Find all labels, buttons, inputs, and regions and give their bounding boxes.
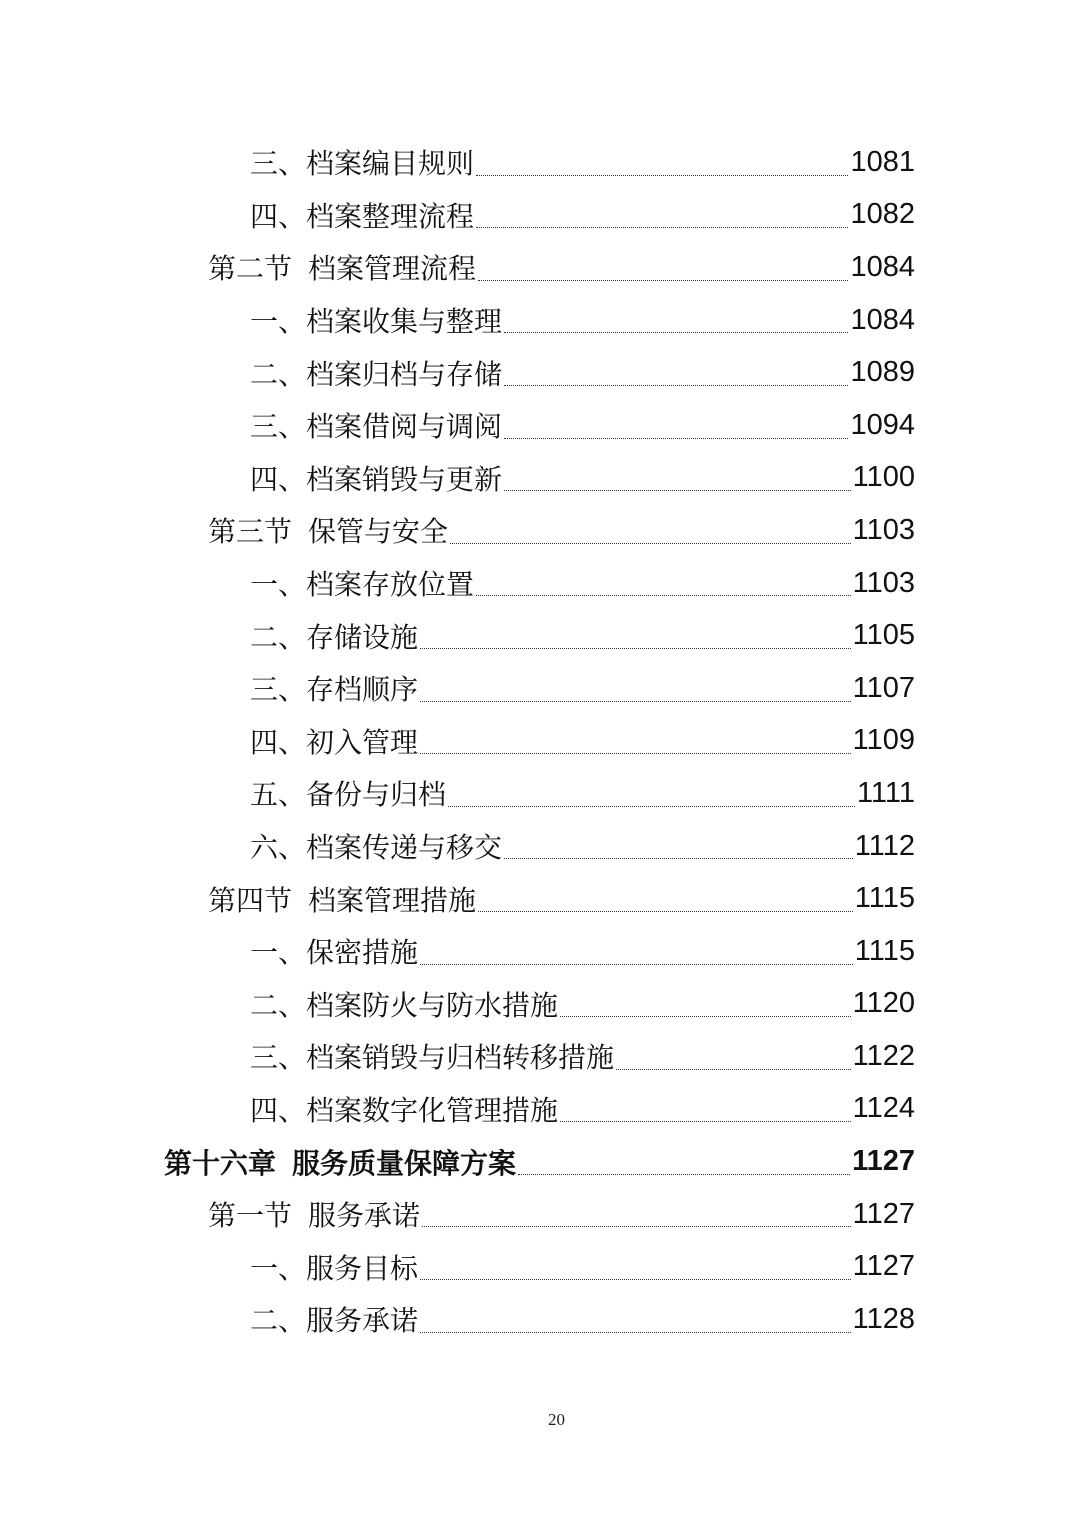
toc-page-number: 1122 — [852, 1039, 915, 1072]
toc-dot-leader — [422, 1226, 851, 1227]
toc-item-row[interactable] — [0, 399, 1080, 452]
table-of-contents — [0, 136, 1080, 1346]
toc-entry-label — [208, 1194, 420, 1234]
toc-entry-prefix: 三、 — [250, 673, 307, 707]
toc-page-number: 1127 — [852, 1250, 915, 1283]
toc-entry-title: 存储设施 — [306, 620, 419, 654]
toc-entry-title: 档案管理措施 — [308, 883, 477, 917]
toc-entry-title: 档案整理流程 — [306, 199, 475, 233]
toc-section-row[interactable] — [0, 872, 1080, 925]
toc-dot-leader — [560, 1121, 851, 1122]
toc-page-number: 1120 — [852, 987, 915, 1020]
toc-page-number: 1082 — [850, 198, 915, 231]
toc-page-number: 1100 — [852, 461, 915, 494]
toc-entry-prefix: 四、 — [250, 462, 307, 496]
toc-dot-leader — [616, 1069, 851, 1070]
toc-entry-prefix: 三、 — [250, 147, 307, 181]
toc-entry-prefix: 第一节 — [208, 1199, 293, 1233]
toc-dot-leader — [504, 490, 851, 491]
toc-page-number: 1107 — [852, 671, 915, 704]
toc-section-row[interactable] — [0, 241, 1080, 294]
toc-item-row[interactable] — [0, 1083, 1080, 1136]
toc-entry-label — [250, 563, 474, 603]
toc-item-row[interactable] — [0, 820, 1080, 873]
toc-item-row[interactable] — [0, 1030, 1080, 1083]
toc-entry-label — [208, 510, 448, 550]
toc-dot-leader — [420, 753, 851, 754]
toc-entry-title: 档案编目规则 — [306, 147, 475, 181]
toc-entry-label — [250, 142, 474, 182]
toc-entry-prefix: 三、 — [250, 1041, 307, 1075]
toc-entry-label — [250, 195, 474, 235]
toc-entry-label — [208, 879, 476, 919]
toc-dot-leader — [504, 385, 848, 386]
toc-dot-leader — [450, 543, 851, 544]
toc-dot-leader — [448, 806, 855, 807]
toc-entry-label — [250, 931, 418, 971]
toc-page-number: 1128 — [852, 1302, 915, 1335]
toc-entry-prefix: 第十六章 — [164, 1146, 277, 1180]
toc-dot-leader — [504, 858, 853, 859]
toc-entry-prefix: 三、 — [250, 410, 307, 444]
toc-entry-title: 服务目标 — [306, 1251, 419, 1285]
toc-item-row[interactable] — [0, 767, 1080, 820]
toc-page-number: 1111 — [856, 776, 915, 809]
toc-dot-leader — [476, 595, 851, 596]
toc-entry-title: 服务承诺 — [306, 1304, 419, 1338]
toc-item-row[interactable] — [0, 294, 1080, 347]
toc-item-row[interactable] — [0, 452, 1080, 505]
toc-item-row[interactable] — [0, 189, 1080, 242]
toc-entry-title: 档案借阅与调阅 — [306, 410, 503, 444]
toc-page-number: 1115 — [854, 934, 915, 967]
toc-entry-label — [250, 405, 502, 445]
toc-entry-prefix: 一、 — [250, 568, 307, 602]
toc-section-row[interactable] — [0, 504, 1080, 557]
toc-entry-prefix: 五、 — [250, 778, 307, 812]
toc-entry-title: 备份与归档 — [306, 778, 447, 812]
toc-item-row[interactable] — [0, 662, 1080, 715]
toc-entry-label — [250, 1299, 418, 1339]
toc-entry-title: 服务质量保障方案 — [292, 1146, 517, 1180]
toc-page-number: 1103 — [852, 566, 915, 599]
toc-entry-title: 档案存放位置 — [306, 568, 475, 602]
toc-entry-label — [250, 616, 418, 656]
toc-item-row[interactable] — [0, 609, 1080, 662]
toc-entry-label — [250, 353, 502, 393]
toc-entry-label — [250, 1036, 614, 1076]
toc-entry-title: 保密措施 — [306, 936, 419, 970]
toc-entry-prefix: 四、 — [250, 725, 307, 759]
toc-page-number: 1084 — [850, 303, 915, 336]
toc-page-number: 1112 — [854, 829, 915, 862]
toc-page-number: 1105 — [852, 619, 915, 652]
toc-dot-leader — [476, 227, 848, 228]
toc-page-number: 1081 — [850, 145, 915, 178]
toc-entry-label — [250, 984, 558, 1024]
toc-entry-label — [250, 668, 418, 708]
toc-entry-prefix: 四、 — [250, 1093, 307, 1127]
toc-entry-title: 档案传递与移交 — [306, 831, 503, 865]
toc-entry-title: 档案归档与存储 — [306, 357, 503, 391]
toc-entry-prefix: 二、 — [250, 988, 307, 1022]
toc-entry-prefix: 一、 — [250, 1251, 307, 1285]
toc-dot-leader — [476, 175, 848, 176]
toc-page-number: 1103 — [852, 513, 915, 546]
toc-chapter-row[interactable] — [0, 1135, 1080, 1188]
toc-item-row[interactable] — [0, 715, 1080, 768]
toc-entry-label — [164, 1142, 516, 1182]
toc-page-number: 1127 — [852, 1197, 915, 1230]
toc-dot-leader — [504, 332, 848, 333]
toc-entry-prefix: 第四节 — [208, 883, 293, 917]
toc-entry-title: 档案防火与防水措施 — [306, 988, 559, 1022]
toc-entry-prefix: 第三节 — [208, 515, 293, 549]
toc-entry-title: 服务承诺 — [308, 1199, 421, 1233]
toc-dot-leader — [420, 964, 853, 965]
toc-item-row[interactable] — [0, 136, 1080, 189]
toc-page-number: 1127 — [852, 1145, 915, 1178]
toc-dot-leader — [478, 911, 853, 912]
toc-entry-title: 档案销毁与归档转移措施 — [306, 1041, 615, 1075]
toc-dot-leader — [420, 701, 851, 702]
toc-entry-label — [208, 247, 476, 287]
toc-entry-prefix: 二、 — [250, 620, 307, 654]
toc-dot-leader — [420, 1332, 851, 1333]
toc-dot-leader — [504, 438, 848, 439]
toc-item-row[interactable] — [0, 346, 1080, 399]
toc-item-row[interactable] — [0, 978, 1080, 1031]
toc-entry-label — [250, 458, 502, 498]
page-number: 20 — [548, 1410, 565, 1429]
toc-entry-title: 初入管理 — [306, 725, 419, 759]
toc-item-row[interactable] — [0, 557, 1080, 610]
toc-dot-leader — [478, 280, 848, 281]
toc-entry-label — [250, 826, 502, 866]
toc-page-number: 1124 — [852, 1092, 915, 1125]
toc-page-number: 1084 — [850, 250, 915, 283]
toc-entry-title: 档案数字化管理措施 — [306, 1093, 559, 1127]
toc-dot-leader — [560, 1016, 851, 1017]
toc-item-row[interactable] — [0, 925, 1080, 978]
toc-entry-prefix: 四、 — [250, 199, 307, 233]
toc-section-row[interactable] — [0, 1188, 1080, 1241]
toc-entry-prefix: 六、 — [250, 831, 307, 865]
toc-entry-label — [250, 1247, 418, 1287]
toc-entry-label — [250, 773, 446, 813]
toc-entry-title: 档案收集与整理 — [306, 305, 503, 339]
toc-entry-title: 保管与安全 — [308, 515, 449, 549]
toc-page-number: 1115 — [854, 882, 915, 915]
toc-entry-prefix: 二、 — [250, 1304, 307, 1338]
toc-entry-prefix: 二、 — [250, 357, 307, 391]
toc-entry-label — [250, 721, 418, 761]
toc-entry-label — [250, 1089, 558, 1129]
toc-entry-prefix: 一、 — [250, 936, 307, 970]
toc-entry-title: 档案管理流程 — [308, 252, 477, 286]
toc-entry-title: 存档顺序 — [306, 673, 419, 707]
toc-entry-prefix: 一、 — [250, 305, 307, 339]
toc-item-row[interactable] — [0, 1293, 1080, 1346]
toc-dot-leader — [420, 1279, 851, 1280]
toc-page-number: 1089 — [850, 356, 915, 389]
toc-entry-title: 档案销毁与更新 — [306, 462, 503, 496]
toc-page-number: 1094 — [850, 408, 915, 441]
toc-page-number: 1109 — [852, 724, 915, 757]
toc-item-row[interactable] — [0, 1240, 1080, 1293]
toc-entry-prefix: 第二节 — [208, 252, 293, 286]
toc-dot-leader — [518, 1174, 850, 1175]
toc-dot-leader — [420, 648, 851, 649]
toc-entry-label — [250, 300, 502, 340]
